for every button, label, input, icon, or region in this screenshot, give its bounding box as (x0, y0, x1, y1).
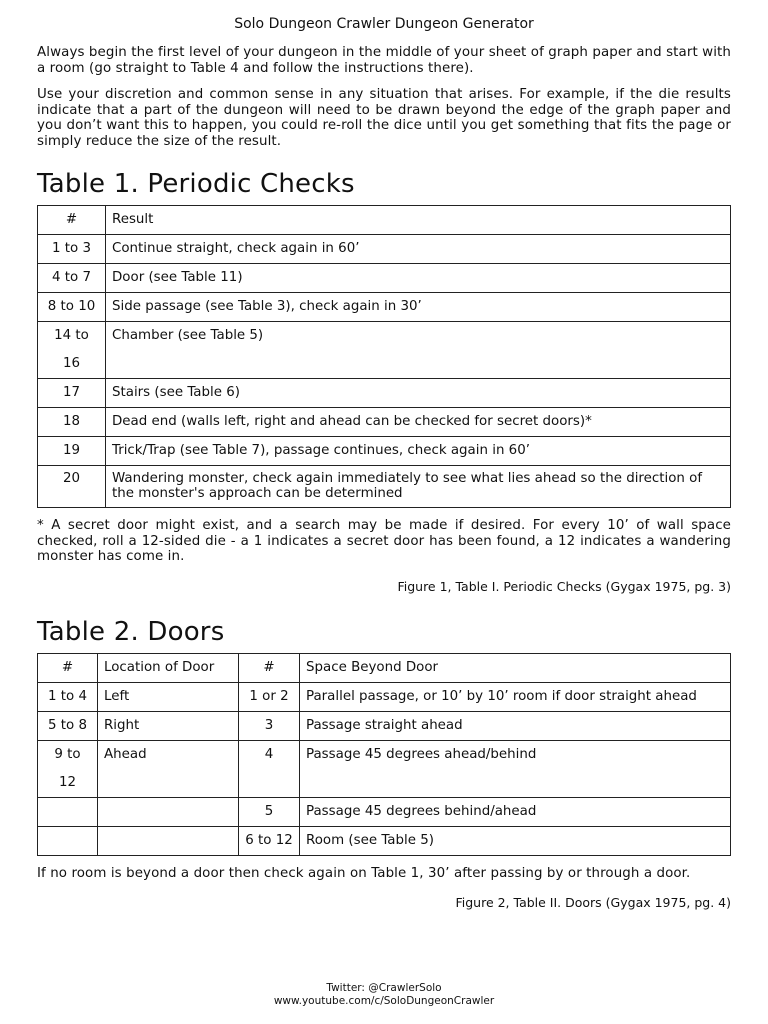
door-roll-cell: 1 to 4 (38, 682, 98, 711)
column-header: # (239, 653, 300, 682)
column-header: # (38, 206, 106, 235)
intro-paragraph-1: Always begin the first level of your dungeon in the middle of your sheet of graph paper and start with a room (go straight to Table 4 and follow the instructions there). (37, 45, 731, 76)
figure-1-caption: Figure 1, Table I. Periodic Checks (Gygax 1975, pg. 3) (397, 578, 731, 594)
table-row (38, 379, 731, 408)
result-cell: Side passage (see Table 3), check again in 30’ (106, 293, 731, 322)
result-cell: Dead end (walls left, right and ahead can be checked for secret doors)* (106, 408, 731, 437)
door-location-cell: Right (98, 711, 239, 740)
table-row (38, 437, 731, 466)
table-row (38, 711, 731, 740)
no-room-note: If no room is beyond a door then check again on Table 1, 30’ after passing by or through a door. (37, 865, 691, 881)
roll-range-cell: 20 (38, 466, 106, 508)
door-location-cell: Ahead (98, 740, 239, 797)
table-row (38, 264, 731, 293)
table-header-row (38, 653, 731, 682)
periodic-checks-table (37, 205, 731, 508)
roll-range-cell: 14 to 16 (38, 322, 106, 379)
document-title: Solo Dungeon Crawler Dungeon Generator (234, 16, 534, 32)
roll-range-cell: 19 (38, 437, 106, 466)
table-row (38, 826, 731, 855)
roll-range-cell: 8 to 10 (38, 293, 106, 322)
roll-range-cell: 1 to 3 (38, 235, 106, 264)
space-roll-cell: 4 (239, 740, 300, 797)
space-roll-cell: 3 (239, 711, 300, 740)
space-beyond-cell: Parallel passage, or 10’ by 10’ room if door straight ahead (300, 682, 731, 711)
table-row (38, 293, 731, 322)
table-row (38, 408, 731, 437)
door-roll-cell (38, 797, 98, 826)
document-page (37, 0, 731, 910)
table-row (38, 235, 731, 264)
door-roll-cell: 5 to 8 (38, 711, 98, 740)
door-location-cell (98, 797, 239, 826)
roll-range-cell: 18 (38, 408, 106, 437)
door-location-cell (98, 826, 239, 855)
table2-heading: Table 2. Doors (37, 616, 225, 647)
column-header: Result (106, 206, 731, 235)
result-cell: Continue straight, check again in 60’ (106, 235, 731, 264)
space-beyond-cell: Passage 45 degrees behind/ahead (300, 797, 731, 826)
result-cell: Door (see Table 11) (106, 264, 731, 293)
page-footer (0, 982, 768, 1008)
roll-range-cell: 17 (38, 379, 106, 408)
roll-range-cell: 4 to 7 (38, 264, 106, 293)
table-header-row (38, 206, 731, 235)
intro-paragraph-2: Use your discretion and common sense in any situation that arises. For example, if the die results indicate that a part of the dungeon will need to be drawn beyond the edge of the graph paper and you don’t want this to happen, you could re-roll the dice until you get something that fits the page or simply reduce the size of the result. (37, 87, 731, 149)
space-roll-cell: 1 or 2 (239, 682, 300, 711)
space-beyond-cell: Passage straight ahead (300, 711, 731, 740)
column-header: Location of Door (98, 653, 239, 682)
table1-heading: Table 1. Periodic Checks (37, 169, 355, 199)
table-row (38, 797, 731, 826)
result-cell: Wandering monster, check again immediately to see what lies ahead so the direction of the monster's approach can be determined (106, 466, 731, 508)
door-roll-cell: 9 to 12 (38, 740, 98, 797)
column-header: Space Beyond Door (300, 653, 731, 682)
figure-2-caption: Figure 2, Table II. Doors (Gygax 1975, pg. 4) (455, 895, 731, 910)
secret-door-note: * A secret door might exist, and a search may be made if desired. For every 10’ of wall space checked, roll a 12-sided die - a 1 indicates a secret door has been found, a 12 indicates a wandering monster has come in. (37, 518, 731, 564)
twitter-handle: Twitter: @CrawlerSolo (326, 982, 442, 994)
table-row (38, 466, 731, 508)
youtube-url: www.youtube.com/c/SoloDungeonCrawler (273, 995, 495, 1007)
space-roll-cell: 6 to 12 (239, 826, 300, 855)
column-header: # (38, 653, 98, 682)
space-roll-cell: 5 (239, 797, 300, 826)
table-row (38, 322, 731, 379)
table-row (38, 682, 731, 711)
result-cell: Trick/Trap (see Table 7), passage continues, check again in 60’ (106, 437, 731, 466)
table-row (38, 740, 731, 797)
result-cell: Stairs (see Table 6) (106, 379, 731, 408)
doors-table (37, 653, 731, 856)
result-cell: Chamber (see Table 5) (106, 322, 731, 379)
door-location-cell: Left (98, 682, 239, 711)
space-beyond-cell: Room (see Table 5) (300, 826, 731, 855)
door-roll-cell (38, 826, 98, 855)
space-beyond-cell: Passage 45 degrees ahead/behind (300, 740, 731, 797)
